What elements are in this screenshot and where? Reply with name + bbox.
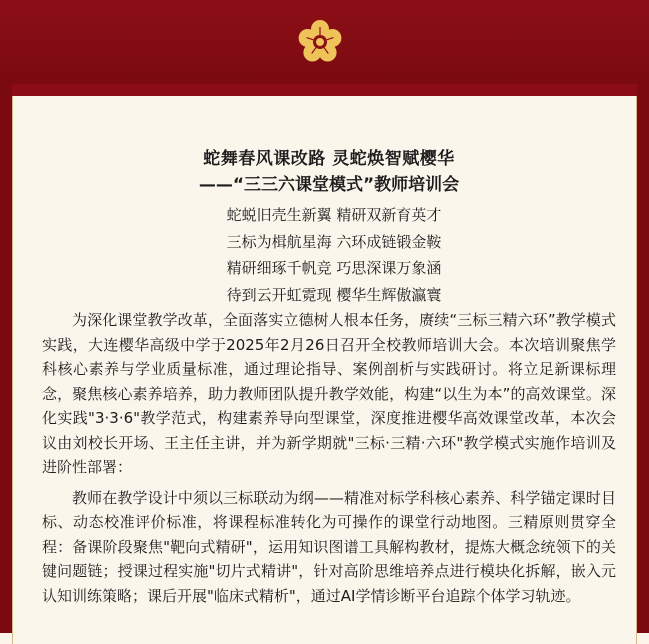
poem-line: 精研细琢千帆竞 巧思深课万象涵: [226, 259, 442, 277]
article-title: 蛇舞春风课改路 灵蛇焕智赋樱华: [203, 149, 455, 169]
paragraph-methods: 教师在教学设计中须以三标联动为纲——精准对标学科核心素养、科学锚定课时目标、动态校准评价标准，将课程标准转化为可操作的课堂行动地图。三精原则贯穿全程：备课阶段聚焦"靶向式精研"，运用知识图谱工具解构教材，提炼大概念统领下的关键问题链；授课过程实施"切片式精讲"，针对高阶思维培养点进行模块化拆解，嵌入元认知训练策略；课后开展"临床式精析"，通过AI学情诊断平台追踪个体学习轨迹。: [42, 488, 616, 605]
header-banner: [0, 0, 649, 84]
poem-line: 待到云开虹霓现 樱华生辉傲瀛寰: [226, 285, 442, 304]
poem-block: [42, 202, 616, 308]
article-subtitle: ——“三三六课堂模式”教师培训会: [198, 175, 460, 195]
plum-blossom-icon: [296, 18, 344, 66]
poem-line: 三标为楫航星海 六环成链锻金鞍: [226, 232, 442, 251]
paragraph-intro: 为深化课堂教学改革，全面落实立德树人根本任务，赓续“三标三精六环”教学模式实践，大连樱华高级中学于2025年2月26日召开全校教师培训大会。本次培训聚焦学科核心素养与学业质量标准，通过理论指导、案例剖析与实践研讨。将立足新课标理念，聚焦核心素养培养，助力教师团队提升教学效能，构建“以生为本”的高效课堂。深化实践"3·3·6"教学范式，构建素养导向型课堂，深度推进樱华高效课堂改革，本次会议由刘校长开场、王主任主讲，并为新学期就"三标·三精·六环"教学模式实施作培训及进阶性部署：: [42, 311, 616, 476]
article-body: [42, 146, 616, 608]
poem-line: 蛇蜕旧壳生新翼 精研双新育英才: [226, 206, 442, 224]
